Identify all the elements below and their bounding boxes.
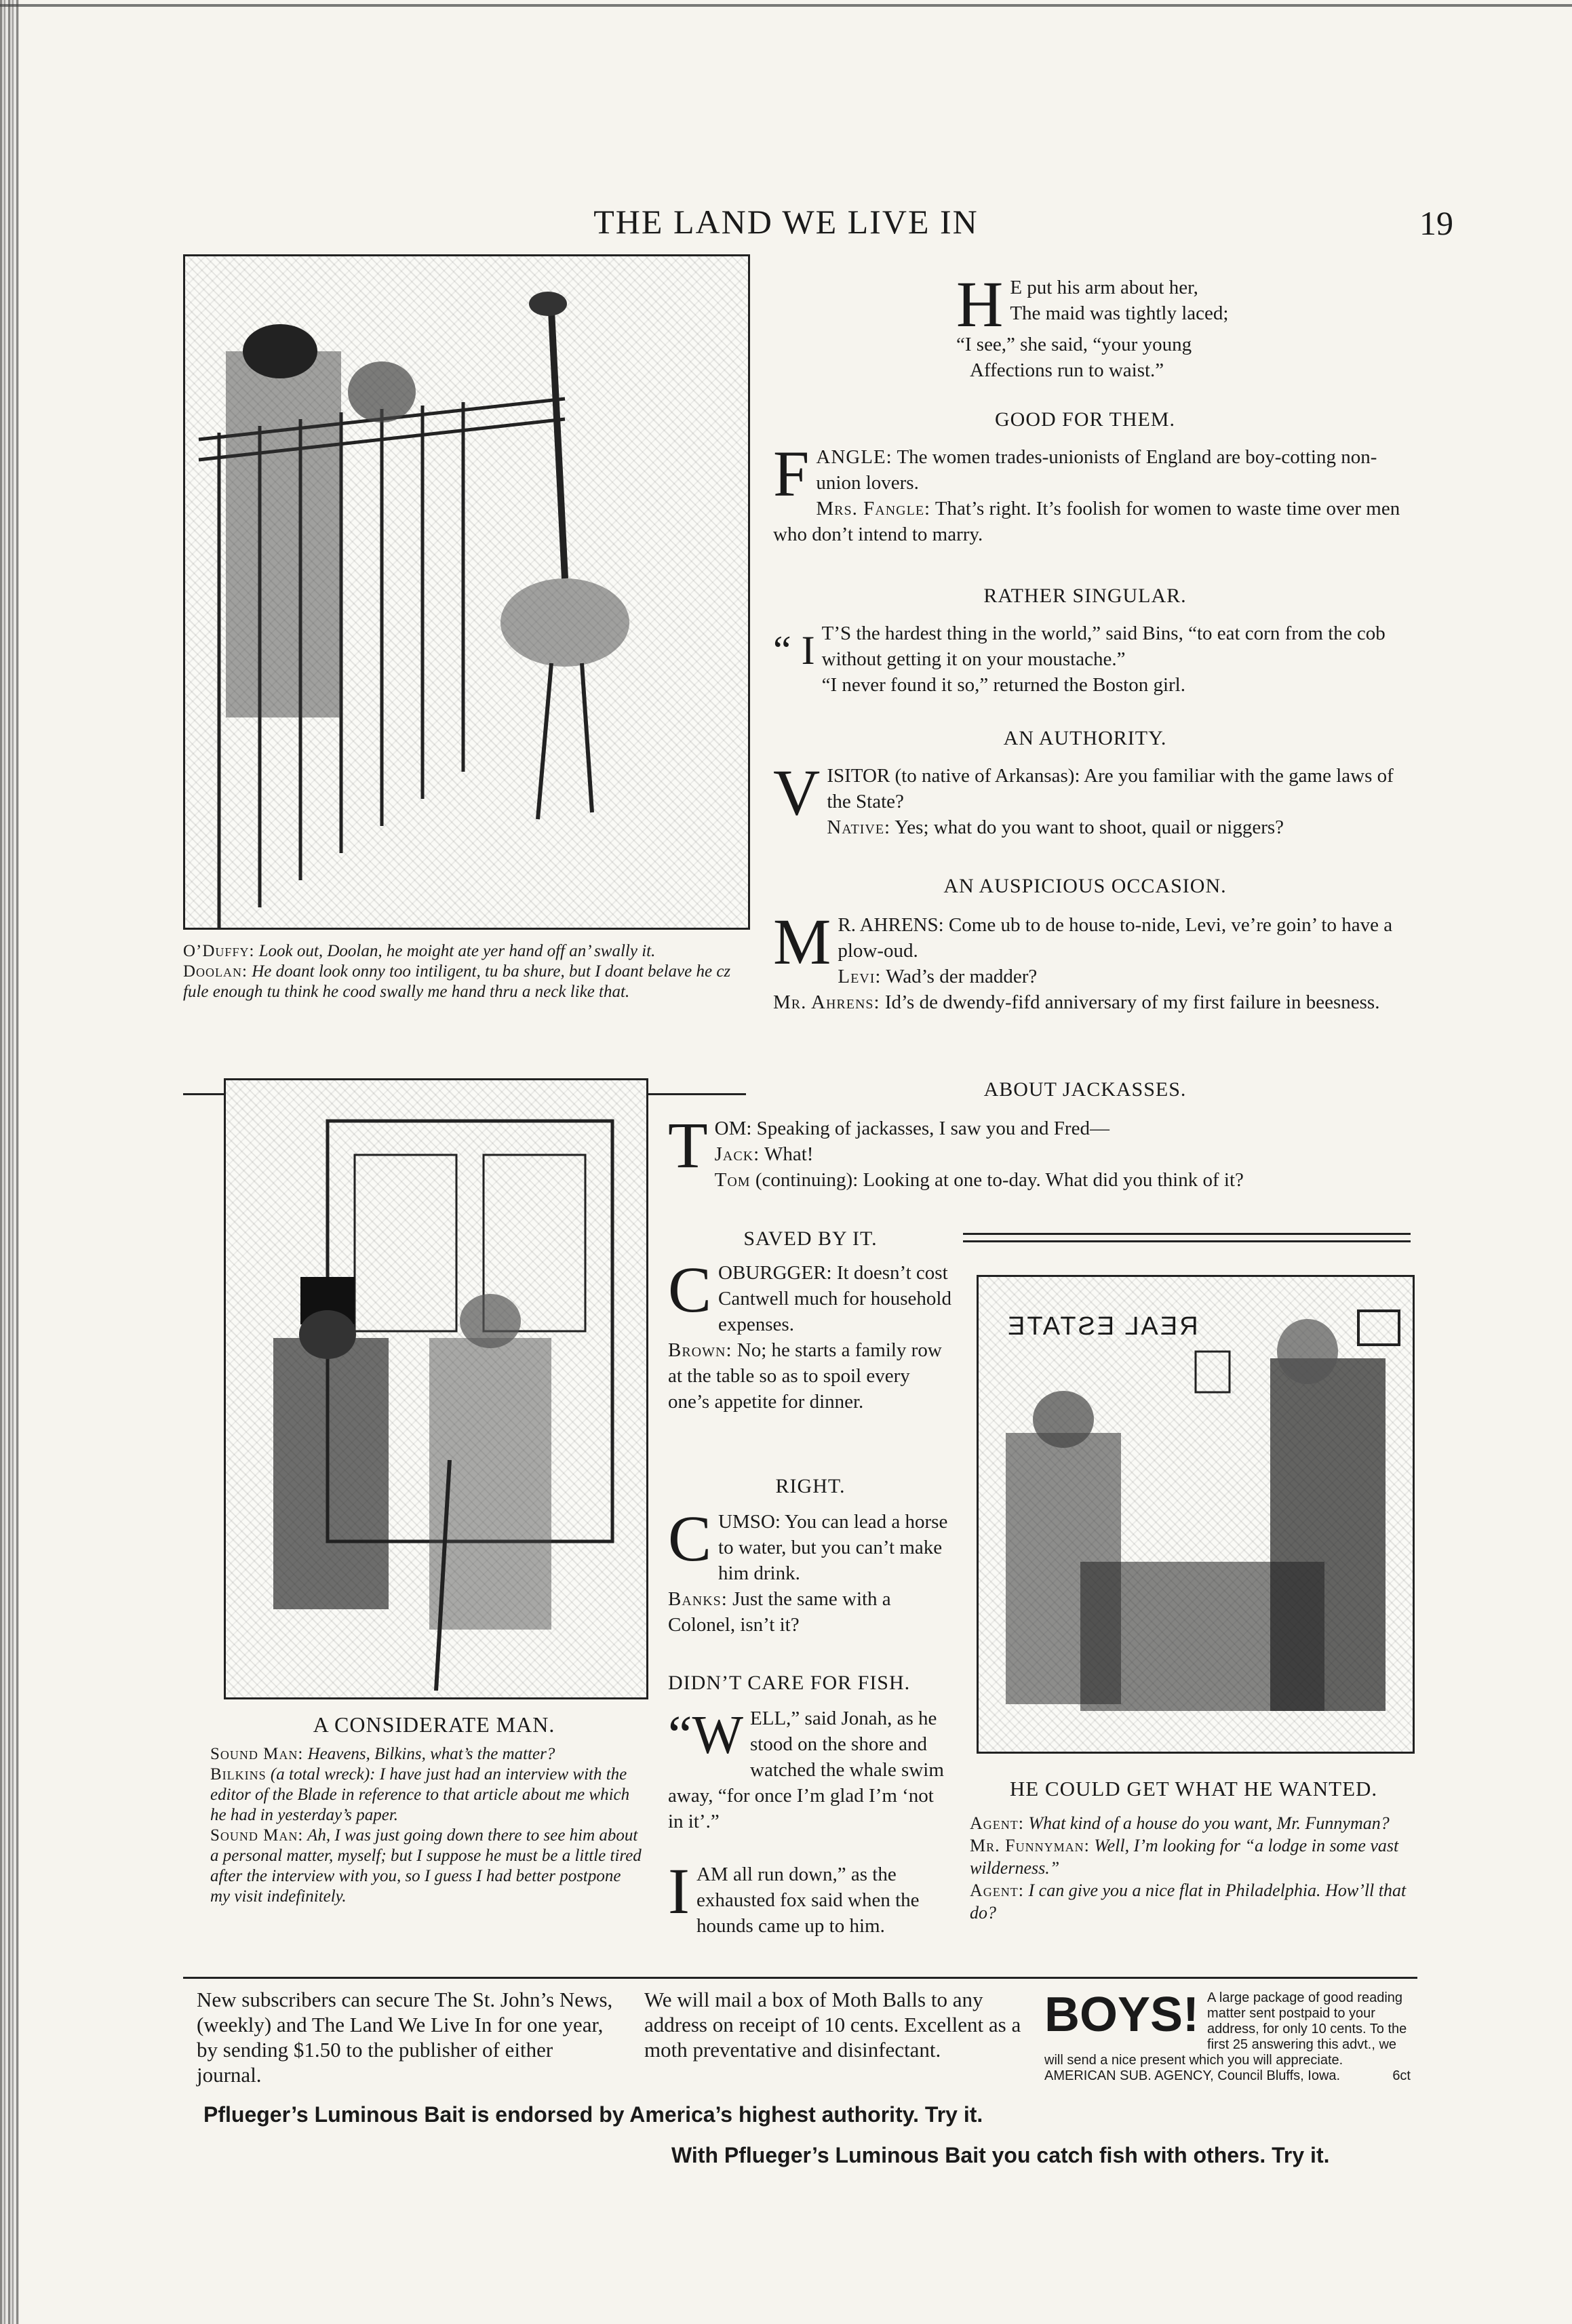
jackasses-speaker-3: Tom [714, 1169, 751, 1191]
real-estate-illustration [977, 1275, 1415, 1754]
rather-singular-body [773, 621, 1417, 698]
rather-singular-text-2: “I never found it so,” returned the Boston girl. [821, 674, 1185, 696]
page-header-title: THE LAND WE LIVE IN [593, 203, 979, 241]
wanted-speaker-2: Mr. Funnyman: [970, 1836, 1090, 1855]
an-authority-body [773, 756, 1417, 840]
ad-boys-text: A large package of good reading matter sent postpaid to your address, for only 10 cents. To the first 25 answering this advt., we will send a nice present which you will appreciate. AMERICAN SUB. AGENCY, Council Bluffs, Iowa. [1044, 1990, 1407, 2083]
heading-didnt-care-for-fish: DIDN’T CARE FOR FISH. [668, 1672, 911, 1694]
fish-text: ELL,” said Jonah, as he stood on the shore and watched the whale swim away, “for once I’m glad I’m ‘not in it’.” [668, 1708, 944, 1832]
considerate-text-1: Heavens, Bilkins, what’s the matter? [303, 1745, 555, 1763]
auspicious-speaker-3: Mr. Ahrens: [773, 991, 880, 1013]
caption-text-doolan: He doant look onny too intiligent, tu ba shure, but I doant belave he cz fule enough tu think he cood swally me hand thru a neck like that. [183, 962, 731, 1001]
right-speaker-2: Banks: [668, 1588, 728, 1610]
wanted-speaker-3: Agent: [970, 1880, 1024, 1900]
rather-singular-text-1: T’S the hardest thing in the world,” said Bins, “to eat corn from the cob without getting it on your moustache.” [821, 623, 1386, 670]
ostrich-illustration [183, 254, 750, 930]
ad-boys-headline: BOYS! [1044, 1988, 1200, 2042]
heading-an-authority: AN AUTHORITY. [1003, 727, 1167, 749]
right-body [668, 1502, 953, 1638]
auspicious-body [773, 905, 1417, 1015]
good-for-them-body [773, 437, 1417, 547]
page-number: 19 [1419, 204, 1453, 242]
heading-saved-by-it: SAVED BY IT. [743, 1227, 878, 1250]
caption-speaker-oduffy: O’Duffy: [183, 942, 255, 960]
ostrich-caption [183, 941, 746, 1002]
fish-body [668, 1706, 953, 1834]
an-authority-text-2: Yes; what do you want to shoot, quail or niggers? [890, 816, 1284, 838]
considerate-speaker-1: Sound Man: [210, 1745, 304, 1763]
top-border-line [0, 4, 1572, 7]
saved-by-it-speaker-2: Brown: [668, 1339, 732, 1361]
heading-about-jackasses: ABOUT JACKASSES. [983, 1078, 1187, 1101]
jackasses-text-2: What! [760, 1143, 814, 1165]
run-down-dropcap: I [668, 1855, 690, 1927]
heading-rather-singular: RATHER SINGULAR. [983, 585, 1187, 607]
wanted-text-1: What kind of a house do you want, Mr. Funnyman? [1024, 1813, 1390, 1833]
jackasses-body [668, 1109, 1421, 1193]
page-edge-shadow [0, 0, 19, 2324]
right-text-2: Just the same with a Colonel, isn’t it? [668, 1588, 891, 1636]
auspicious-text-1: R. AHRENS: Come ub to de house to-nide, Levi, ve’re goin’ to have a plow-oud. [838, 914, 1393, 962]
jackasses-text-1: OM: Speaking of jackasses, I saw you and Fred— [714, 1118, 1109, 1139]
considerate-text-2: (a total wreck): I have just had an interview with the editor of the Blade in reference to that article about me which he had in yesterday’s paper. [210, 1765, 630, 1824]
considerate-speaker-2: Bilkins [210, 1765, 267, 1784]
good-for-them-speaker-1: ANGLE: [816, 446, 892, 468]
saved-by-it-text-2: No; he starts a family row at the table so as to spoil every one’s appetite for dinner. [668, 1339, 942, 1413]
rather-singular-dropcap: “ I [773, 628, 815, 673]
ostrich-sketch [185, 256, 748, 928]
good-for-them-text-1: The women trades-unionists of England are boy-cotting non-union lovers. [816, 446, 1377, 494]
right-dropcap: C [668, 1502, 712, 1575]
considerate-man-sketch [226, 1080, 646, 1697]
verse-line-4: Affections run to waist.” [970, 359, 1164, 381]
verse-line-3: “I see,” she said, “your young [956, 334, 1192, 355]
an-authority-text-1: ISITOR (to native of Arkansas): Are you familiar with the game laws of the State? [827, 765, 1394, 812]
run-down-text: AM all run down,” as the exhausted fox said when the hounds came up to him. [696, 1864, 920, 1937]
jackasses-speaker-2: Jack: [714, 1143, 760, 1165]
ad-subscribers: New subscribers can secure The St. John’s News, (weekly) and The Land We Live In for one year, by sending $1.50 to the publisher of either journal. [197, 1988, 613, 2087]
strip-line-1: Pflueger’s Luminous Bait is endorsed by America’s highest authority. Try it. [203, 2102, 983, 2127]
fish-dropcap: “W [668, 1706, 744, 1765]
wanted-body [970, 1812, 1417, 1924]
verse-dropcap: H [956, 268, 1004, 340]
caption-speaker-doolan: Doolan: [183, 962, 248, 981]
good-for-them-text-2: That’s right. It’s foolish for women to waste time over men who don’t intend to marry. [773, 498, 1400, 545]
heading-good-for-them: GOOD FOR THEM. [995, 408, 1175, 431]
an-authority-dropcap: V [773, 756, 821, 829]
auspicious-text-3: Id’s de dwendy-fifd anniversary of my first failure in beesness. [880, 991, 1380, 1013]
caption-text-oduffy: Look out, Doolan, he moight ate yer hand off an’ swally it. [254, 942, 656, 960]
heading-right: RIGHT. [775, 1475, 846, 1497]
auspicious-speaker-2: Levi: [838, 966, 882, 987]
wanted-text-2: Well, I’m looking for “a lodge in some vast wilderness.” [970, 1836, 1399, 1878]
jackasses-text-3: (continuing): Looking at one to-day. What did you think of it? [750, 1169, 1244, 1191]
divider-double-rule-right [963, 1233, 1411, 1242]
auspicious-dropcap: M [773, 905, 831, 978]
saved-by-it-text-1: OBURGGER: It doesn’t cost Cantwell much for household expenses. [718, 1262, 951, 1335]
heading-he-could-get-what-he-wanted: HE COULD GET WHAT HE WANTED. [1009, 1777, 1378, 1800]
heading-considerate-man: A CONSIDERATE MAN. [313, 1712, 555, 1737]
good-for-them-dropcap: F [773, 437, 810, 510]
auspicious-text-2: Wad’s der madder? [881, 966, 1038, 987]
ad-boys [1044, 1990, 1411, 2084]
good-for-them-speaker-2: Mrs. Fangle: [816, 498, 931, 519]
run-down-body [668, 1855, 953, 1939]
right-text-1: UMSO: You can lead a horse to water, but you can’t make him drink. [718, 1511, 948, 1584]
real-estate-sign: REAL ESTATE [1006, 1312, 1198, 1341]
saved-by-it-body [668, 1253, 953, 1415]
wanted-text-3: I can give you a nice flat in Philadelphia. How’ll that do? [970, 1880, 1407, 1923]
heading-auspicious-occasion: AN AUSPICIOUS OCCASION. [943, 875, 1227, 897]
verse-block [956, 268, 1363, 383]
strip-line-2: With Pflueger’s Luminous Bait you catch fish with others. Try it. [671, 2143, 1330, 2167]
divider-rule-ads [183, 1977, 1417, 1979]
real-estate-sketch [979, 1277, 1413, 1752]
ad-boys-code: 6ct [1392, 2068, 1411, 2083]
verse-line-2: The maid was tightly laced; [1010, 302, 1229, 324]
saved-by-it-dropcap: C [668, 1253, 712, 1326]
considerate-speaker-3: Sound Man: [210, 1826, 304, 1845]
verse-line-1: E put his arm about her, [1010, 277, 1198, 298]
an-authority-speaker-2: Native: [827, 816, 891, 838]
considerate-text-3: Ah, I was just going down there to see him about a personal matter, myself; but I suppose he must be a little tired after the interview with you, so I guess I had better postpone my visit indefinitely. [210, 1826, 642, 1906]
wanted-speaker-1: Agent: [970, 1813, 1024, 1833]
considerate-man-illustration [224, 1078, 648, 1699]
jackasses-dropcap: T [668, 1109, 708, 1181]
considerate-man-body [210, 1744, 644, 1907]
ad-moth-balls: We will mail a box of Moth Balls to any address on receipt of 10 cents. Excellent as a moth preventative and disinfectant. [644, 1988, 1021, 2062]
